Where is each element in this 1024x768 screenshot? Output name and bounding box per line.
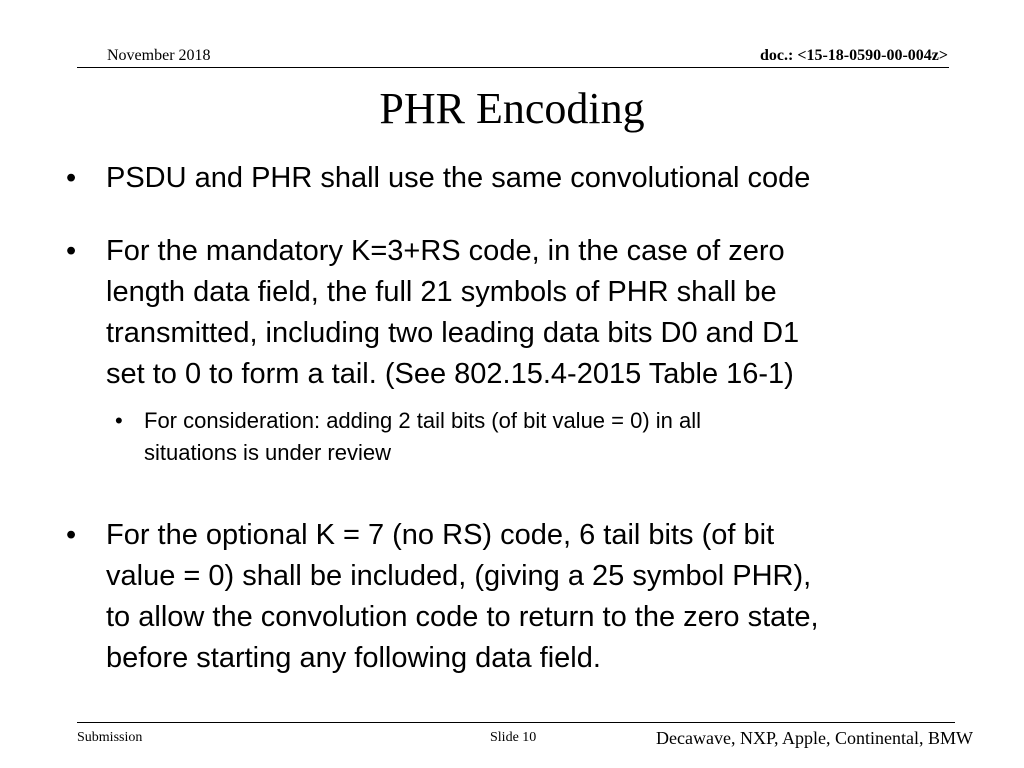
footer-submission: Submission	[77, 730, 143, 745]
bullet-marker: •	[66, 519, 77, 551]
footer-divider	[77, 722, 955, 723]
bullet-marker: •	[66, 162, 77, 194]
footer-slide-number: Slide 10	[490, 730, 537, 745]
header-divider	[77, 67, 949, 68]
sub-bullet-marker: •	[115, 408, 123, 433]
bullet-text: For the optional K = 7 (no RS) code, 6 tail bits (of bit value = 0) shall be included, (giving a 25 symbol PHR), to allow the convolution code to return to the zero state, before starting any following data field.	[106, 519, 819, 674]
bullet-text: For the mandatory K=3+RS code, in the case of zero length data field, the full 21 symbols of PHR shall be transmitted, including two leading data bits D0 and D1 set to 0 to form a tail. (See 802.15.4-2015 Table 16-1)	[106, 235, 800, 390]
header-doc-id: doc.: <15-18-0590-00-004z>	[760, 47, 948, 64]
footer-authors: Decawave, NXP, Apple, Continental, BMW	[656, 728, 973, 748]
bullet-text: PSDU and PHR shall use the same convolutional code	[106, 162, 811, 194]
header-date: November 2018	[107, 47, 211, 64]
sub-bullet-text: For consideration: adding 2 tail bits (of bit value = 0) in all situations is under review	[144, 408, 702, 465]
bullet-marker: •	[66, 235, 77, 267]
slide-title: PHR Encoding	[379, 84, 645, 133]
